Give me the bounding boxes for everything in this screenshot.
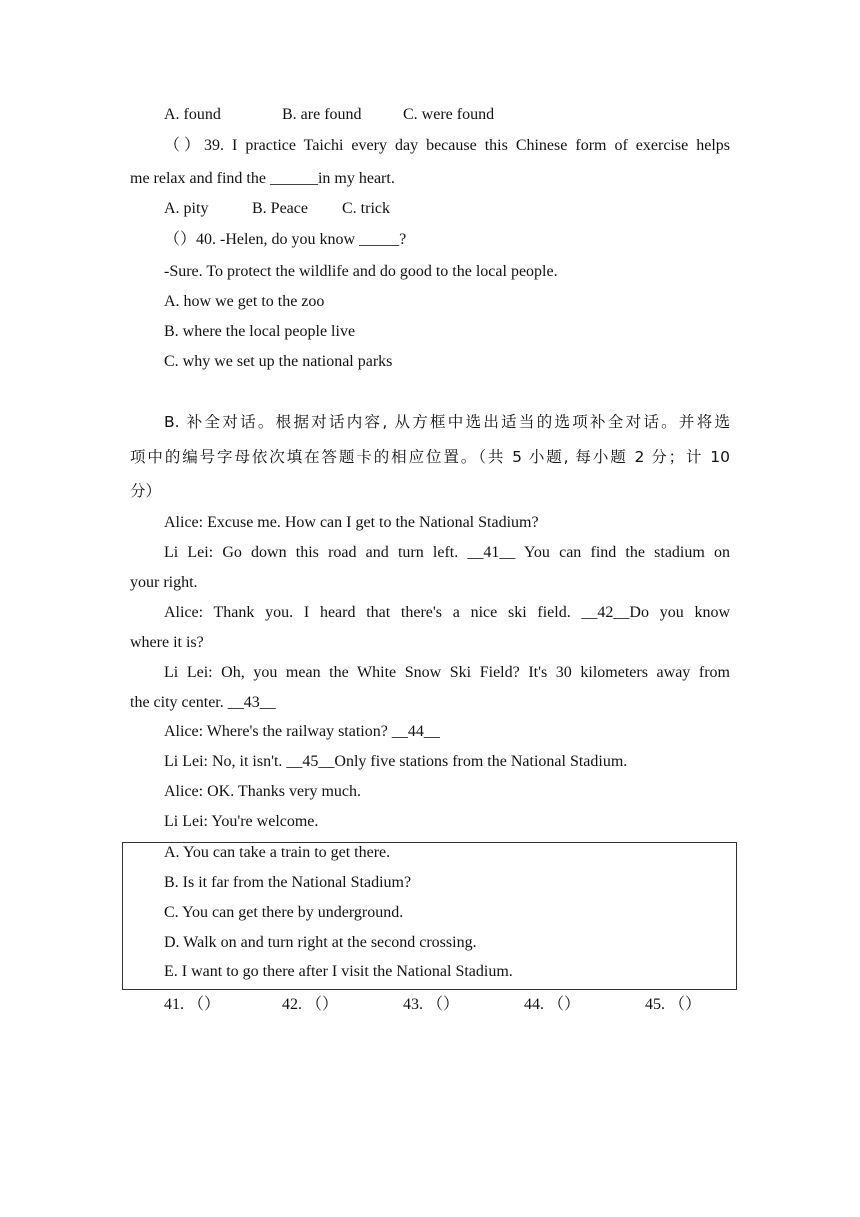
section-b-instructions-line2: 项中的编号字母依次填在答题卡的相应位置。（共 5 小题, 每小题 2 分；计 10 <box>130 448 730 466</box>
dialogue-line: Li Lei: Oh, you mean the White Snow Ski Field? It's 30 kilometers away from <box>164 664 730 681</box>
q38-option-a: A. found <box>164 106 221 123</box>
dialogue-line: Li Lei: No, it isn't. __45__Only five stations from the National Stadium. <box>164 753 628 770</box>
choice-item: A. You can take a train to get there. <box>164 844 391 861</box>
q38-option-b: B. are found <box>282 106 362 123</box>
dialogue-line: Alice: Where's the railway station? __44__ <box>164 723 440 740</box>
q38-option-c: C. were found <box>403 106 495 123</box>
answer-blank-43[interactable]: 43. （） <box>403 996 460 1013</box>
dialogue-line: your right. <box>130 574 198 591</box>
choice-item: E. I want to go there after I visit the National Stadium. <box>164 963 513 980</box>
q40-option-a: A. how we get to the zoo <box>164 293 325 310</box>
q40-stem-line1: （）40. -Helen, do you know _____? <box>164 231 407 248</box>
q39-option-b: B. Peace <box>252 200 308 217</box>
q40-stem-line2: -Sure. To protect the wildlife and do good to the local people. <box>164 263 558 280</box>
q39-stem-line2: me relax and find the ______in my heart. <box>130 170 395 187</box>
q39-stem-line1: （）39. I practice Taichi every day because this Chinese form of exercise helps <box>164 137 730 154</box>
q39-option-c: C. trick <box>342 200 390 217</box>
dialogue-line: Li Lei: You're welcome. <box>164 813 319 830</box>
answer-blank-41[interactable]: 41. （） <box>164 996 221 1013</box>
dialogue-line: the city center. __43__ <box>130 694 276 711</box>
q40-option-c: C. why we set up the national parks <box>164 353 393 370</box>
dialogue-line: where it is? <box>130 634 204 651</box>
dialogue-line: Alice: Excuse me. How can I get to the National Stadium? <box>164 514 539 531</box>
section-b-instructions-line1: B. 补全对话。根据对话内容, 从方框中选出适当的选项补全对话。并将选 <box>164 413 730 431</box>
choice-item: D. Walk on and turn right at the second crossing. <box>164 934 477 951</box>
choice-item: B. Is it far from the National Stadium? <box>164 874 412 891</box>
answer-blank-44[interactable]: 44. （） <box>524 996 581 1013</box>
q39-option-a: A. pity <box>164 200 209 217</box>
choice-item: C. You can get there by underground. <box>164 904 404 921</box>
dialogue-line: Alice: OK. Thanks very much. <box>164 783 361 800</box>
answer-blank-45[interactable]: 45. （） <box>645 996 702 1013</box>
q40-option-b: B. where the local people live <box>164 323 356 340</box>
dialogue-line: Li Lei: Go down this road and turn left. __41__ You can find the stadium on <box>164 544 730 561</box>
dialogue-line: Alice: Thank you. I heard that there's a nice ski field. __42__Do you know <box>164 604 730 621</box>
answer-blank-42[interactable]: 42. （） <box>282 996 339 1013</box>
section-b-instructions-line3: 分） <box>130 482 162 500</box>
